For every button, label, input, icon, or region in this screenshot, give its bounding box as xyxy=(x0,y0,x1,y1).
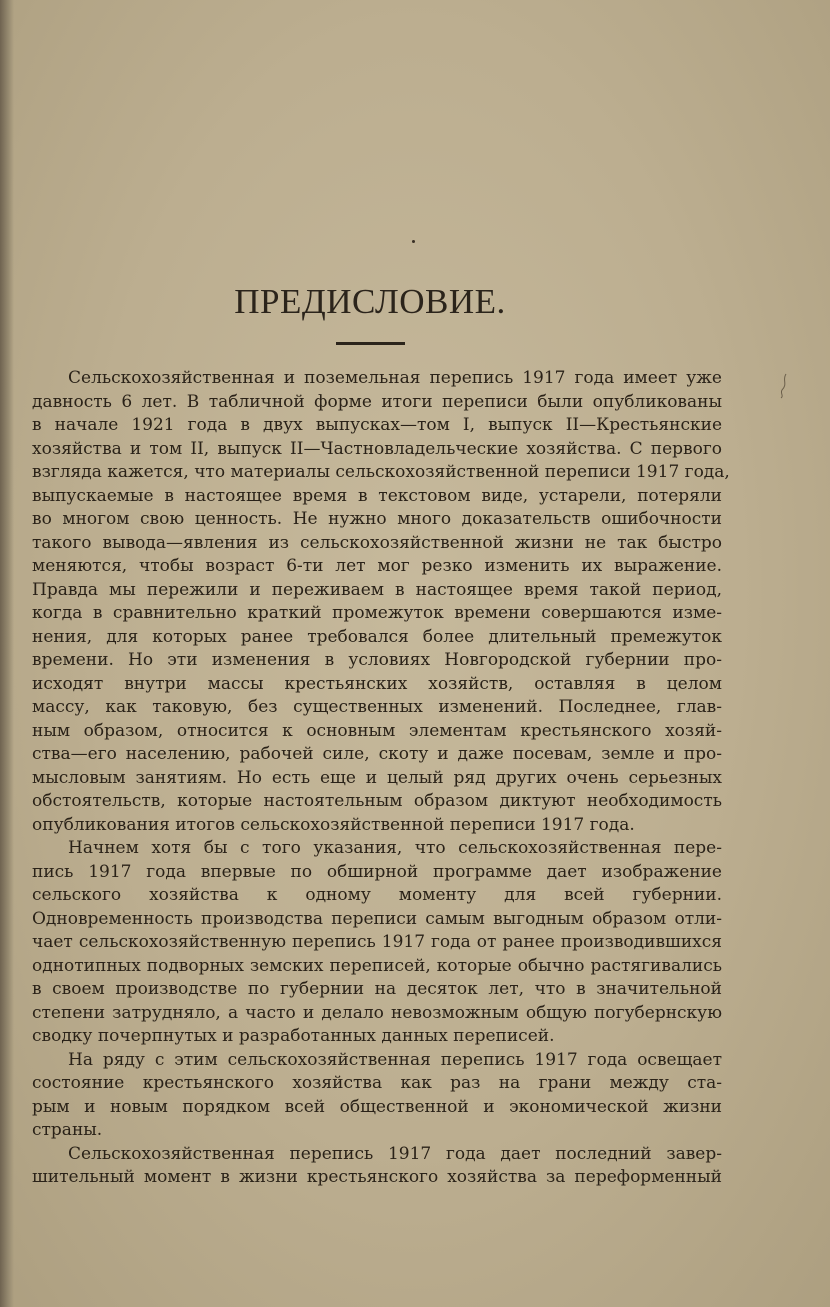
text-line: Сельскохозяйственная перепись 1917 года дает последний завер- xyxy=(68,1143,722,1164)
text-line: исходят внутри массы крестьянских хозяйств, оставляя в целом xyxy=(32,673,722,694)
text-line: давность 6 лет. В табличной форме итоги переписи были опубликованы xyxy=(32,391,722,412)
text-line: страны. xyxy=(32,1120,103,1140)
text-line: массу, как таковую, без существенных изменений. Последнее, глав- xyxy=(32,697,722,717)
text-line: во многом свою ценность. Не нужно много доказательств ошибочности xyxy=(32,509,722,529)
text-line: опубликования итогов сельскохозяйственной переписи 1917 года. xyxy=(32,814,635,835)
text-line: однотипных подворных земских переписей, которые обычно растягивались xyxy=(32,955,722,976)
text-line: пись 1917 года впервые по обширной программе дает изображение xyxy=(32,861,722,882)
text-line: сводку почерпнутых и разработанных данных переписей. xyxy=(32,1026,555,1046)
text-line: Одновременность производства переписи самым выгодным образом отли- xyxy=(32,908,722,929)
text-line: мысловым занятиям. Но есть еще и целый ряд других очень серьезных xyxy=(32,767,722,788)
body-text xyxy=(32,367,730,1190)
text-line: На ряду с этим сельскохозяйственная перепись 1917 года освещает xyxy=(68,1049,722,1070)
text-line: обстоятельств, которые настоятельным образом диктуют необходимость xyxy=(32,791,722,811)
text-line: ным образом, относится к основным элементам крестьянского хозяй- xyxy=(32,720,722,741)
text-line: нения, для которых ранее требовался более длительный премежуток xyxy=(32,626,722,647)
text-line: Сельскохозяйственная и поземельная перепись 1917 года имеет уже xyxy=(68,368,722,388)
text-line: взгляда кажется, что материалы сельскохозяйственной переписи 1917 года, xyxy=(32,462,730,482)
text-line: выпускаемые в настоящее время в текстовом виде, устарели, потеряли xyxy=(32,485,722,506)
page-title: ПРЕДИСЛОВИЕ. xyxy=(234,282,506,321)
print-speck xyxy=(412,240,415,243)
text-line: такого вывода—явления из сельскохозяйственной жизни не так быстро xyxy=(32,532,722,553)
text-line: сельского хозяйства к одному моменту для всей губернии. xyxy=(32,885,722,905)
title-underline xyxy=(336,342,405,345)
text-line: меняются, чтобы возраст 6-ти лет мог резко изменить их выражение. xyxy=(32,556,722,576)
text-line: времени. Но эти изменения в условиях Новгородской губернии про- xyxy=(32,650,722,670)
text-line: шительный момент в жизни крестьянского хозяйства за переформенный xyxy=(32,1167,722,1187)
text-line: состояние крестьянского хозяйства как раз на грани между ста- xyxy=(32,1073,722,1093)
text-line: хозяйства и том II, выпуск II—Частновладельческие хозяйства. С первого xyxy=(32,438,722,459)
text-line: чает сельскохозяйственную перепись 1917 года от ранее производившихся xyxy=(32,932,722,952)
text-line: Начнем хотя бы с того указания, что сельскохозяйственная пере- xyxy=(68,838,722,858)
text-line: когда в сравнительно краткий промежуток времени совершаются изме- xyxy=(32,603,722,623)
text-line: ства—его населению, рабочей силе, скоту и даже посевам, земле и про- xyxy=(32,744,722,764)
text-line: в начале 1921 года в двух выпусках—том I, выпуск II—Крестьянские xyxy=(32,415,722,435)
margin-pencil-mark xyxy=(776,372,790,400)
text-line: степени затрудняло, а часто и делало невозможным общую погубернскую xyxy=(32,1002,722,1023)
page-binding-edge xyxy=(0,0,14,1307)
text-line: в своем производстве по губернии на десяток лет, что в значительной xyxy=(32,979,722,999)
text-line: Правда мы пережили и переживаем в настоящее время такой период, xyxy=(32,579,722,600)
text-line: рым и новым порядком всей общественной и экономической жизни xyxy=(32,1096,722,1117)
